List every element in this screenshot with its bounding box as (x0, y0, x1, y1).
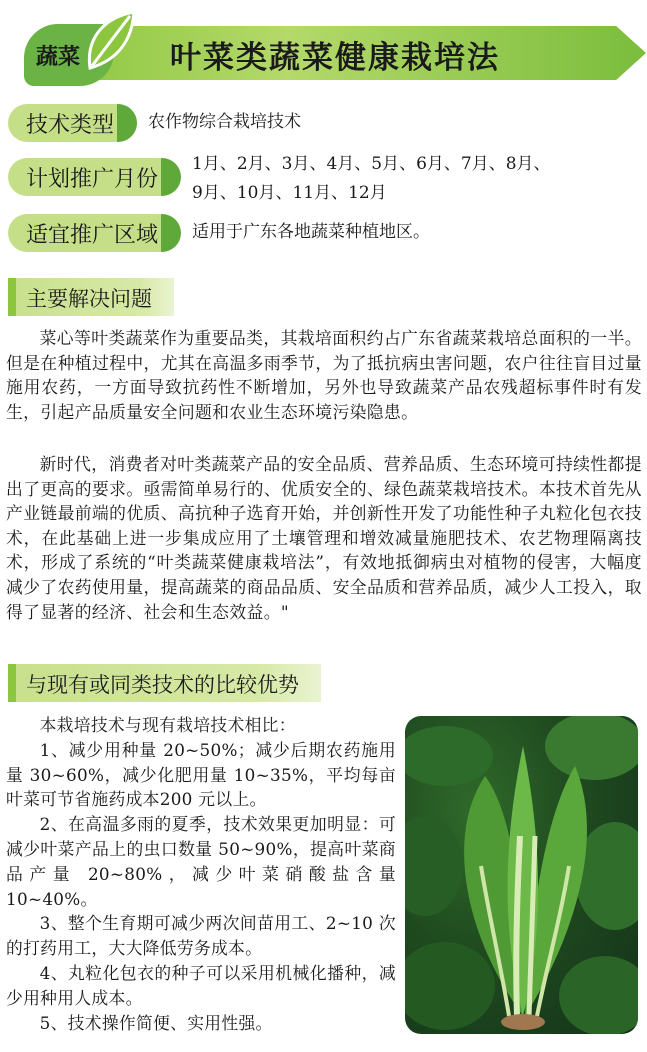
problems-heading: 主要解决问题 (8, 278, 174, 316)
advantages-list (6, 713, 396, 1035)
problems-paragraph-2: 新时代，消费者对叶类蔬菜产品的安全品质、营养品质、生态环境可持续性都提出了更高的要求。亟需简单易行的、优质安全的、绿色蔬菜栽培技术。本技术首先从产业链最前端的优质、高抗种子选育开始，并创新性开发了功能性种子丸粒化包衣技术，在此基础上进一步集成应用了土壤管理和增效减量施肥技术、农艺物理隔离技术，形成了系统的“叶类蔬菜健康栽培法”，有效地抵御病虫对植物的侵害，大幅度减少了农药使用量，提高蔬菜的商品品质、安全品质和营养品质，减少人工投入，取得了显著的经济、社会和生态效益。" (6, 454, 642, 622)
months-line-2: 9月、10月、11月、12月 (192, 183, 387, 203)
header-banner (20, 10, 640, 86)
advantages-intro: 本栽培技术与现有栽培技术相比： (39, 715, 296, 735)
leaf-icon (82, 10, 138, 70)
months-label: 计划推广月份 (8, 158, 178, 196)
advantage-item: 1、减少用种量 20~50%；减少后期农药施用量 30~60%，减少化肥用量 10~35%，平均每亩叶菜可节省施药成本200 元以上。 (6, 739, 396, 810)
region-value: 适用于广东各地蔬菜种植地区。 (192, 222, 431, 242)
leafy-vegetable-photo (405, 716, 638, 1034)
problems-paragraph-1: 菜心等叶类蔬菜作为重要品类，其栽培面积约占广东省蔬菜栽培总面积的一半。但是在种植过程中，尤其在高温多雨季节，为了抵抗病虫害问题，农户往往盲目过量施用农药，一方面导致抗药性不断增加，另外也导致蔬菜产品农残超标事件时有发生，引起产品质量安全问题和农业生态环境污染隐患。 (6, 328, 642, 422)
months-row (8, 154, 551, 208)
region-row (8, 214, 430, 252)
tech-type-label: 技术类型 (8, 104, 134, 142)
region-label: 适宜推广区域 (8, 214, 178, 252)
tech-type-row (8, 104, 301, 142)
advantage-item: 5、技术操作简便、实用性强。 (39, 1012, 273, 1033)
advantage-item: 2、在高温多雨的夏季，技术效果更加明显：可减少叶菜产品上的虫口数量 50~90%，提高叶菜商品产量 20~80%，减少叶菜硝酸盐含量 10~40%。 (6, 814, 396, 909)
vegetable-illustration (405, 716, 638, 1034)
advantage-item: 4、丸粒化包衣的种子可以采用机械化播种，减少用种用人成本。 (6, 962, 396, 1008)
advantage-item: 3、整个生育期可减少两次间苗用工、2~10 次的打药用工，大大降低劳务成本。 (6, 913, 396, 959)
months-line-1: 1月、2月、3月、4月、5月、6月、7月、8月、 (192, 154, 551, 174)
months-value (192, 150, 551, 208)
tech-type-value: 农作物综合栽培技术 (148, 112, 302, 132)
category-badge-text: 蔬菜 (36, 45, 81, 70)
page-title: 叶菜类蔬菜健康栽培法 (170, 40, 500, 76)
advantages-heading: 与现有或同类技术的比较优势 (8, 664, 321, 702)
